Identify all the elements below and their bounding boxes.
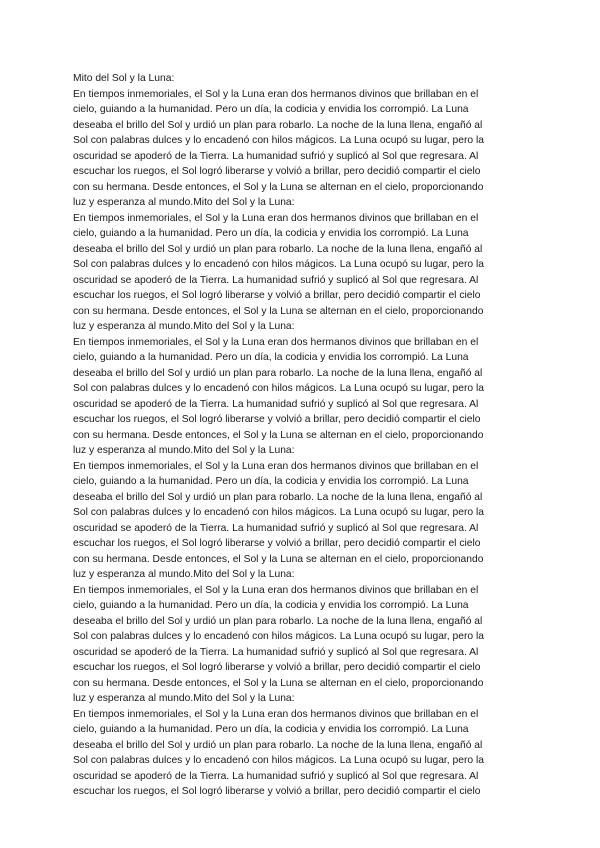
text-line: oscuridad se apoderó de la Tierra. La humanidad sufrió y suplicó al Sol que regresara. Al (73, 398, 479, 410)
text-line: cielo, guiando a la humanidad. Pero un día, la codicia y envidia los corrompió. La Luna (73, 228, 469, 239)
text-line: Sol con palabras dulces y lo encadenó con hilos mágicos. La Luna ocupó su lugar, pero la (73, 631, 485, 642)
text-line: con su hermana. Desde entonces, el Sol y la Luna se alternan en el cielo, proporcionando (73, 677, 484, 689)
text-line: oscuridad se apoderó de la Tierra. La humanidad sufrió y suplicó al Sol que regresara. Al (73, 150, 479, 162)
text-line: oscuridad se apoderó de la Tierra. La humanidad sufrió y suplicó al Sol que regresara. Al (73, 274, 479, 286)
text-line: luz y esperanza al mundo.Mito del Sol y la Luna: (73, 321, 295, 332)
text-line: Sol con palabras dulces y lo encadenó con hilos mágicos. La Luna ocupó su lugar, pero la (73, 755, 485, 766)
text-line: Mito del Sol y la Luna: (73, 73, 175, 84)
text-line: escuchar los ruegos, el Sol logró liberarse y volvió a brillar, pero decidió compartir el cielo (73, 538, 481, 549)
text-line: deseaba el brillo del Sol y urdió un plan para robarlo. La noche de la luna llena, engañó al (73, 615, 483, 627)
text-line: oscuridad se apoderó de la Tierra. La humanidad sufrió y suplicó al Sol que regresara. Al (73, 522, 479, 534)
text-line: luz y esperanza al mundo.Mito del Sol y la Luna: (73, 445, 295, 456)
text-line: Sol con palabras dulces y lo encadenó con hilos mágicos. La Luna ocupó su lugar, pero la (73, 507, 485, 518)
text-line: escuchar los ruegos, el Sol logró liberarse y volvió a brillar, pero decidió compartir el cielo (73, 786, 481, 797)
text-line: con su hermana. Desde entonces, el Sol y la Luna se alternan en el cielo, proporcionando (73, 181, 484, 193)
text-line: cielo, guiando a la humanidad. Pero un día, la codicia y envidia los corrompió. La Luna (73, 352, 469, 363)
text-line: cielo, guiando a la humanidad. Pero un día, la codicia y envidia los corrompió. La Luna (73, 600, 469, 611)
text-line: deseaba el brillo del Sol y urdió un plan para robarlo. La noche de la luna llena, engañó al (73, 367, 483, 379)
text-line: escuchar los ruegos, el Sol logró liberarse y volvió a brillar, pero decidió compartir el cielo (73, 290, 481, 301)
text-line: En tiempos inmemoriales, el Sol y la Luna eran dos hermanos divinos que brillaban en el (73, 336, 479, 348)
text-line: escuchar los ruegos, el Sol logró liberarse y volvió a brillar, pero decidió compartir el cielo (73, 166, 481, 177)
text-line: Sol con palabras dulces y lo encadenó con hilos mágicos. La Luna ocupó su lugar, pero la (73, 135, 485, 146)
text-line: cielo, guiando a la humanidad. Pero un día, la codicia y envidia los corrompió. La Luna (73, 724, 469, 735)
text-line: En tiempos inmemoriales, el Sol y la Luna eran dos hermanos divinos que brillaban en el (73, 708, 479, 720)
text-line: Sol con palabras dulces y lo encadenó con hilos mágicos. La Luna ocupó su lugar, pero la (73, 259, 485, 270)
text-line: con su hermana. Desde entonces, el Sol y la Luna se alternan en el cielo, proporcionando (73, 429, 484, 441)
text-line: En tiempos inmemoriales, el Sol y la Luna eran dos hermanos divinos que brillaban en el (73, 584, 479, 596)
text-line: En tiempos inmemoriales, el Sol y la Luna eran dos hermanos divinos que brillaban en el (73, 460, 479, 472)
text-line: En tiempos inmemoriales, el Sol y la Luna eran dos hermanos divinos que brillaban en el (73, 212, 479, 224)
text-line: cielo, guiando a la humanidad. Pero un día, la codicia y envidia los corrompió. La Luna (73, 104, 469, 115)
text-line: deseaba el brillo del Sol y urdió un plan para robarlo. La noche de la luna llena, engañó al (73, 119, 483, 131)
text-line: luz y esperanza al mundo.Mito del Sol y la Luna: (73, 693, 295, 704)
text-line: En tiempos inmemoriales, el Sol y la Luna eran dos hermanos divinos que brillaban en el (73, 88, 479, 100)
document-body (73, 71, 531, 800)
text-line: oscuridad se apoderó de la Tierra. La humanidad sufrió y suplicó al Sol que regresara. Al (73, 770, 479, 782)
text-line: deseaba el brillo del Sol y urdió un plan para robarlo. La noche de la luna llena, engañó al (73, 739, 483, 751)
text-line: deseaba el brillo del Sol y urdió un plan para robarlo. La noche de la luna llena, engañó al (73, 491, 483, 503)
text-line: deseaba el brillo del Sol y urdió un plan para robarlo. La noche de la luna llena, engañó al (73, 243, 483, 255)
text-line: escuchar los ruegos, el Sol logró liberarse y volvió a brillar, pero decidió compartir el cielo (73, 662, 481, 673)
text-line: con su hermana. Desde entonces, el Sol y la Luna se alternan en el cielo, proporcionando (73, 553, 484, 565)
text-line: con su hermana. Desde entonces, el Sol y la Luna se alternan en el cielo, proporcionando (73, 305, 484, 317)
text-line: Sol con palabras dulces y lo encadenó con hilos mágicos. La Luna ocupó su lugar, pero la (73, 383, 485, 394)
text-line: escuchar los ruegos, el Sol logró liberarse y volvió a brillar, pero decidió compartir el cielo (73, 414, 481, 425)
text-line: luz y esperanza al mundo.Mito del Sol y la Luna: (73, 197, 295, 208)
text-line: cielo, guiando a la humanidad. Pero un día, la codicia y envidia los corrompió. La Luna (73, 476, 469, 487)
text-line: luz y esperanza al mundo.Mito del Sol y la Luna: (73, 569, 295, 580)
text-line: oscuridad se apoderó de la Tierra. La humanidad sufrió y suplicó al Sol que regresara. Al (73, 646, 479, 658)
